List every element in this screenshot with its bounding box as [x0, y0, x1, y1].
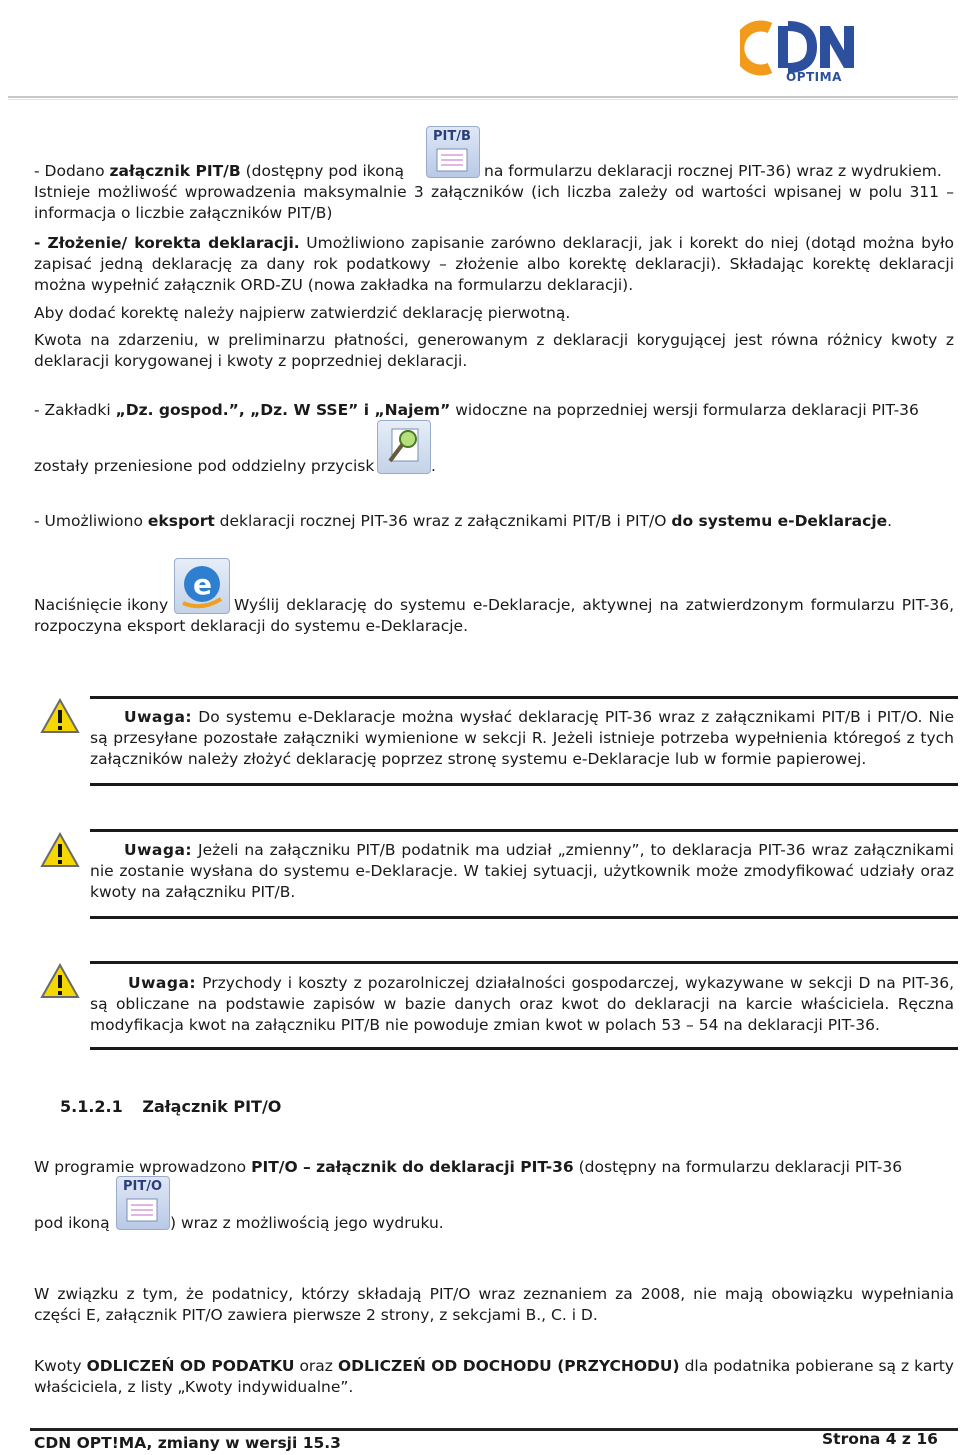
note-text: Jeżeli na załączniku PIT/B podatnik ma udział „zmienny”, to deklaracja PIT-36 wraz załącznikami nie zostanie wysłana do systemu e-Deklaracje. W takiej sytuacji, użytkownik może zmodyfikować udziały oraz kwoty na załączniku PIT/B.	[90, 841, 954, 901]
footer-rule	[30, 1428, 958, 1431]
warning-triangle-icon	[40, 832, 80, 868]
warning-triangle-icon	[40, 963, 80, 999]
pitb-icon-label: PIT/B	[433, 129, 471, 144]
note-2	[90, 840, 954, 903]
paragraph-kwoty	[34, 1356, 954, 1398]
bold-text: - Złożenie/ korekta deklaracji.	[34, 234, 300, 252]
note-rule-top	[90, 696, 958, 699]
bold-text: „Dz. gospod.”, „Dz. W SSE” i „Najem”	[115, 401, 451, 419]
note-1	[90, 707, 954, 770]
note-rule-bottom	[90, 916, 958, 919]
header-rule-shadow	[8, 99, 958, 100]
paragraph-pito-2	[34, 1213, 110, 1234]
text: (dostępny pod ikoną	[240, 162, 405, 180]
note-rule-top	[90, 961, 958, 964]
text: Kwoty	[34, 1357, 87, 1375]
period: .	[431, 457, 436, 475]
text: W programie wprowadzono	[34, 1158, 252, 1176]
form-sheet-graphic	[123, 1197, 163, 1223]
paragraph-pito-3	[170, 1213, 444, 1234]
paragraph-pito	[34, 1157, 954, 1178]
pito-icon-label: PIT/O	[123, 1179, 163, 1194]
note-rule-top	[90, 829, 958, 832]
text: - Zakładki	[34, 401, 116, 419]
note-rule-bottom	[90, 1047, 958, 1050]
magnifier-button-icon	[377, 420, 431, 474]
paragraph-zakladki-2	[34, 456, 374, 477]
note-text: Do systemu e-Deklaracje można wysłać deklarację PIT-36 wraz z załącznikami PIT/B i PIT/O. Nie są przesyłane pozostałe załączniki wymienione w sekcji R. Jeżeli istnieje potrzeba wypełnienia któregoś z tych załączników należy złożyć deklarację poprzez stronę systemu e-Deklaracje lub w formie papierowej.	[90, 708, 954, 768]
pito-icon	[116, 1176, 170, 1230]
note-text: Przychody i koszty z pozarolniczej działalności gospodarczej, wykazywane w sekcji D na PIT-36, są obliczane na podstawie zapisów w bazie danych oraz kwot do deklaracji na karcie właściciela. Ręczna modyfikacja kwot na załączniku PIT/B nie powoduje zmian kwot w polach 53 – 54 na deklaracji PIT-36.	[90, 974, 954, 1034]
note-label: Uwaga:	[124, 841, 193, 859]
text: - Dodano	[34, 162, 110, 180]
text: widoczne na poprzedniej wersji formularza deklaracji PIT-36	[450, 401, 919, 419]
paragraph-pitb-rest: Istnieje możliwość wprowadzenia maksymalnie 3 załączników (ich liczba zależy od wartości wpisanej w polu 311 – informacja o liczbie załączników PIT/B)	[34, 183, 954, 222]
footer-title: CDN OPT!MA, zmiany w wersji 15.3	[34, 1434, 341, 1452]
section-heading	[60, 1097, 281, 1116]
header-rule	[8, 96, 958, 98]
section-title: Załącznik PIT/O	[142, 1097, 282, 1116]
paragraph-korekta	[34, 233, 954, 296]
warning-triangle-icon	[40, 698, 80, 734]
bold-text: ODLICZEŃ OD DOCHODU (PRZYCHODU)	[337, 1357, 680, 1375]
text: (dostępny na formularzu deklaracji PIT-36	[573, 1158, 903, 1176]
warning-icon	[40, 698, 80, 734]
paragraph-pitb	[34, 161, 954, 224]
text: zostały przeniesione pod oddzielny przycisk	[34, 457, 375, 475]
warning-icon	[40, 832, 80, 868]
bold-text: ODLICZEŃ OD PODATKU	[86, 1357, 295, 1375]
section-number: 5.1.2.1	[60, 1097, 123, 1116]
svg-text:e: e	[193, 568, 212, 601]
bold-text: załącznik PIT/B	[109, 162, 241, 180]
note-3	[90, 973, 954, 1036]
page-number: Strona 4 z 16	[822, 1430, 938, 1448]
text: deklaracji rocznej PIT-36 wraz z załącznikami PIT/B i PIT/O	[214, 512, 672, 530]
paragraph-wyslij-body	[34, 595, 954, 637]
paragraph-add-korekta: Aby dodać korektę należy najpierw zatwierdzić deklarację pierwotną.	[34, 304, 571, 322]
paragraph-zakladki	[34, 400, 954, 421]
text: Umożliwiono zapisanie zarówno deklaracji, jak i korekt do niej (dotąd można było zapisać jedną deklarację za dany rok podatkowy – złożenie albo korektę deklaracji). Składając korektę deklaracji można wypełnić załącznik ORD-ZU (nowa zakładka na formularzu deklaracji).	[34, 234, 955, 294]
paragraph-zwiazek: W związku z tym, że podatnicy, którzy składają PIT/O wraz zeznaniem za 2008, nie mają obowiązku wypełniania części E, załącznik PIT/O zawiera pierwsze 2 strony, z sekcjami B., C. i D.	[34, 1285, 954, 1324]
note-label: Uwaga:	[128, 974, 197, 992]
text: pod ikoną	[34, 1214, 110, 1232]
bold-text: PIT/O – załącznik do deklaracji PIT-36	[251, 1158, 574, 1176]
text: - Umożliwiono	[34, 512, 148, 530]
text: dla podatnika pobierane są z karty właściciela, z listy „Kwoty indywidualne”.	[34, 1357, 954, 1396]
bold-text: eksport	[147, 512, 215, 530]
paragraph-kwota: Kwota na zdarzeniu, w preliminarzu płatności, generowanym z deklaracji korygującej jest równa różnicy kwoty z deklaracji korygowanej i kwoty z poprzedniej deklaracji.	[34, 331, 954, 370]
text: na formularzu deklaracji rocznej PIT-36) wraz z wydrukiem.	[484, 162, 942, 180]
text: oraz	[294, 1357, 338, 1375]
paragraph-eksport	[34, 511, 954, 532]
text: Wyślij deklarację do systemu e-Deklaracje, aktywnej na zatwierdzonym formularzu PIT-36, rozpoczyna eksport deklaracji do systemu e-Deklaracje.	[34, 596, 954, 635]
text: Naciśnięcie ikony	[34, 596, 169, 614]
note-rule-bottom	[90, 783, 958, 786]
magnifier-icon	[378, 421, 430, 473]
bold-text: do systemu e-Deklaracje	[671, 512, 888, 530]
warning-icon	[40, 963, 80, 999]
paragraph-pitb-line1	[34, 161, 954, 182]
text: .	[887, 512, 893, 530]
logo-subtitle: OPTIMA	[786, 70, 842, 84]
text: ) wraz z możliwością jego wydruku.	[170, 1214, 444, 1232]
cdn-optima-logo	[740, 18, 860, 88]
note-label: Uwaga:	[124, 708, 193, 726]
